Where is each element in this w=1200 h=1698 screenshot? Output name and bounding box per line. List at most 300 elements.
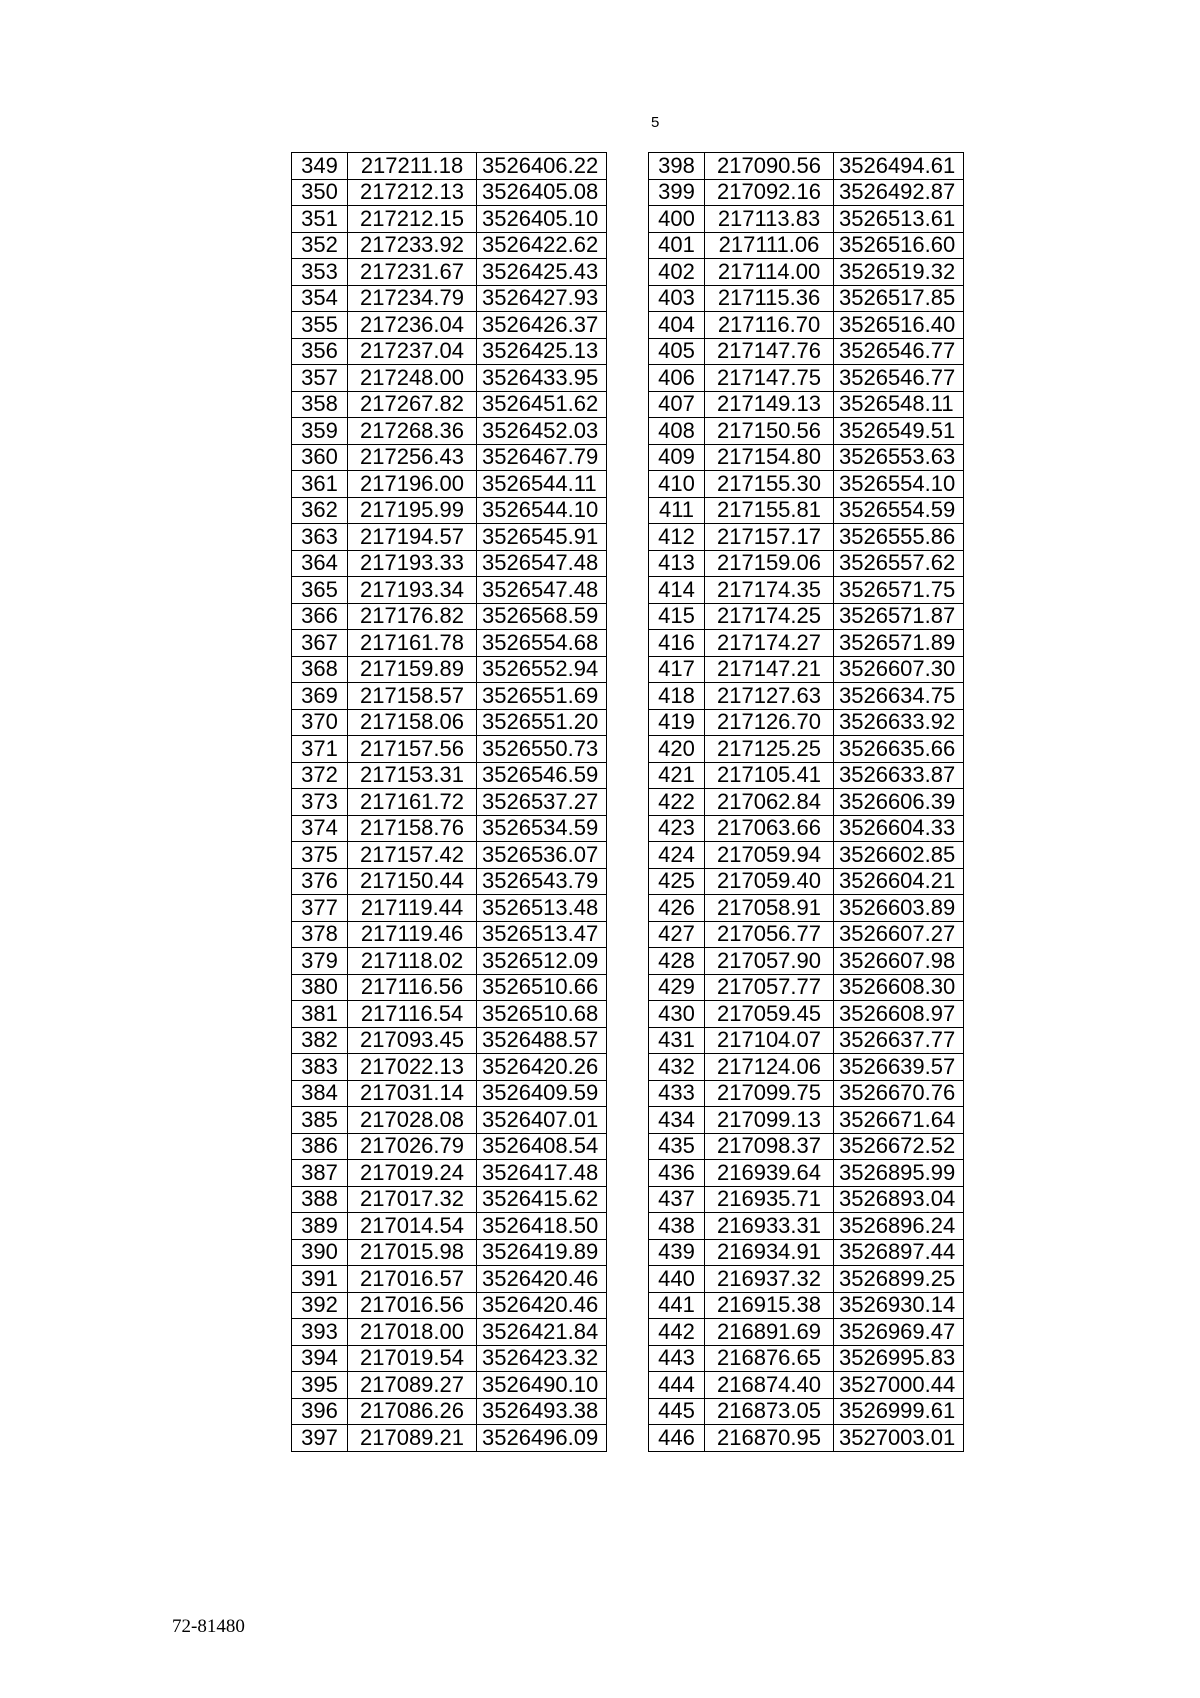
x-coordinate-cell: 216874.40: [705, 1372, 834, 1399]
coordinates-table-right: [648, 152, 964, 1452]
table-row: [649, 656, 964, 683]
y-coordinate-cell: 3526571.75: [834, 577, 964, 604]
y-coordinate-cell: 3526421.84: [477, 1319, 607, 1346]
y-coordinate-cell: 3526554.59: [834, 497, 964, 524]
y-coordinate-cell: 3526607.27: [834, 921, 964, 948]
point-number-cell: 398: [649, 153, 705, 180]
point-number-cell: 440: [649, 1266, 705, 1293]
table-row: [649, 365, 964, 392]
table-row: [292, 1372, 607, 1399]
x-coordinate-cell: 217174.25: [705, 603, 834, 630]
x-coordinate-cell: 217057.77: [705, 974, 834, 1001]
y-coordinate-cell: 3526422.62: [477, 232, 607, 259]
table-row: [649, 524, 964, 551]
y-coordinate-cell: 3526895.99: [834, 1160, 964, 1187]
point-number-cell: 405: [649, 338, 705, 365]
point-number-cell: 428: [649, 948, 705, 975]
x-coordinate-cell: 217194.57: [348, 524, 477, 551]
point-number-cell: 426: [649, 895, 705, 922]
x-coordinate-cell: 217157.56: [348, 736, 477, 763]
table-row: [649, 1425, 964, 1452]
table-row: [292, 1133, 607, 1160]
table-row: [292, 471, 607, 498]
point-number-cell: 429: [649, 974, 705, 1001]
y-coordinate-cell: 3526999.61: [834, 1398, 964, 1425]
y-coordinate-cell: 3526635.66: [834, 736, 964, 763]
point-number-cell: 368: [292, 656, 348, 683]
y-coordinate-cell: 3526896.24: [834, 1213, 964, 1240]
point-number-cell: 349: [292, 153, 348, 180]
y-coordinate-cell: 3526637.77: [834, 1027, 964, 1054]
table-row: [292, 1001, 607, 1028]
point-number-cell: 437: [649, 1186, 705, 1213]
point-number-cell: 419: [649, 709, 705, 736]
point-number-cell: 393: [292, 1319, 348, 1346]
y-coordinate-cell: 3526451.62: [477, 391, 607, 418]
point-number-cell: 417: [649, 656, 705, 683]
x-coordinate-cell: 217057.90: [705, 948, 834, 975]
y-coordinate-cell: 3526607.98: [834, 948, 964, 975]
table-row: [292, 1186, 607, 1213]
x-coordinate-cell: 217089.27: [348, 1372, 477, 1399]
y-coordinate-cell: 3526512.09: [477, 948, 607, 975]
table-row: [292, 365, 607, 392]
x-coordinate-cell: 217014.54: [348, 1213, 477, 1240]
point-number-cell: 443: [649, 1345, 705, 1372]
table-row: [649, 1027, 964, 1054]
table-row: [292, 550, 607, 577]
table-row: [649, 868, 964, 895]
point-number-cell: 434: [649, 1107, 705, 1134]
x-coordinate-cell: 217063.66: [705, 815, 834, 842]
point-number-cell: 357: [292, 365, 348, 392]
point-number-cell: 435: [649, 1133, 705, 1160]
point-number-cell: 424: [649, 842, 705, 869]
x-coordinate-cell: 217174.35: [705, 577, 834, 604]
y-coordinate-cell: 3526995.83: [834, 1345, 964, 1372]
table-row: [649, 1001, 964, 1028]
table-row: [292, 497, 607, 524]
table-row: [292, 948, 607, 975]
y-coordinate-cell: 3527003.01: [834, 1425, 964, 1452]
x-coordinate-cell: 217056.77: [705, 921, 834, 948]
y-coordinate-cell: 3526534.59: [477, 815, 607, 842]
point-number-cell: 420: [649, 736, 705, 763]
y-coordinate-cell: 3526606.39: [834, 789, 964, 816]
table-row: [649, 1319, 964, 1346]
point-number-cell: 446: [649, 1425, 705, 1452]
y-coordinate-cell: 3526604.33: [834, 815, 964, 842]
point-number-cell: 399: [649, 179, 705, 206]
table-row: [292, 1213, 607, 1240]
table-row: [292, 524, 607, 551]
point-number-cell: 442: [649, 1319, 705, 1346]
x-coordinate-cell: 217248.00: [348, 365, 477, 392]
table-row: [292, 259, 607, 286]
table-row: [649, 153, 964, 180]
table-row: [649, 1133, 964, 1160]
x-coordinate-cell: 217022.13: [348, 1054, 477, 1081]
point-number-cell: 410: [649, 471, 705, 498]
point-number-cell: 387: [292, 1160, 348, 1187]
y-coordinate-cell: 3526420.46: [477, 1292, 607, 1319]
y-coordinate-cell: 3526551.69: [477, 683, 607, 710]
point-number-cell: 413: [649, 550, 705, 577]
table-row: [292, 842, 607, 869]
x-coordinate-cell: 217119.44: [348, 895, 477, 922]
x-coordinate-cell: 217119.46: [348, 921, 477, 948]
point-number-cell: 383: [292, 1054, 348, 1081]
x-coordinate-cell: 217017.32: [348, 1186, 477, 1213]
point-number-cell: 386: [292, 1133, 348, 1160]
table-row: [649, 577, 964, 604]
x-coordinate-cell: 217099.13: [705, 1107, 834, 1134]
x-coordinate-cell: 217086.26: [348, 1398, 477, 1425]
point-number-cell: 389: [292, 1213, 348, 1240]
x-coordinate-cell: 217018.00: [348, 1319, 477, 1346]
y-coordinate-cell: 3526893.04: [834, 1186, 964, 1213]
x-coordinate-cell: 217147.76: [705, 338, 834, 365]
point-number-cell: 375: [292, 842, 348, 869]
point-number-cell: 409: [649, 444, 705, 471]
point-number-cell: 401: [649, 232, 705, 259]
table-row: [292, 1266, 607, 1293]
point-number-cell: 356: [292, 338, 348, 365]
y-coordinate-cell: 3526537.27: [477, 789, 607, 816]
table-row: [649, 312, 964, 339]
y-coordinate-cell: 3526513.47: [477, 921, 607, 948]
point-number-cell: 392: [292, 1292, 348, 1319]
y-coordinate-cell: 3526510.66: [477, 974, 607, 1001]
x-coordinate-cell: 217104.07: [705, 1027, 834, 1054]
table-row: [649, 550, 964, 577]
x-coordinate-cell: 217267.82: [348, 391, 477, 418]
x-coordinate-cell: 217116.56: [348, 974, 477, 1001]
table-row: [649, 1080, 964, 1107]
x-coordinate-cell: 217176.82: [348, 603, 477, 630]
point-number-cell: 427: [649, 921, 705, 948]
table-row: [292, 444, 607, 471]
x-coordinate-cell: 217118.02: [348, 948, 477, 975]
table-row: [649, 630, 964, 657]
table-row: [649, 974, 964, 1001]
x-coordinate-cell: 217105.41: [705, 762, 834, 789]
x-coordinate-cell: 217058.91: [705, 895, 834, 922]
table-row: [649, 1160, 964, 1187]
table-row: [649, 232, 964, 259]
y-coordinate-cell: 3526633.92: [834, 709, 964, 736]
x-coordinate-cell: 217158.06: [348, 709, 477, 736]
table-row: [649, 683, 964, 710]
x-coordinate-cell: 216873.05: [705, 1398, 834, 1425]
x-coordinate-cell: 217062.84: [705, 789, 834, 816]
y-coordinate-cell: 3526426.37: [477, 312, 607, 339]
y-coordinate-cell: 3526568.59: [477, 603, 607, 630]
y-coordinate-cell: 3526425.13: [477, 338, 607, 365]
x-coordinate-cell: 217193.33: [348, 550, 477, 577]
y-coordinate-cell: 3526550.73: [477, 736, 607, 763]
table-row: [649, 603, 964, 630]
point-number-cell: 408: [649, 418, 705, 445]
table-row: [292, 338, 607, 365]
y-coordinate-cell: 3526513.48: [477, 895, 607, 922]
x-coordinate-cell: 217157.42: [348, 842, 477, 869]
x-coordinate-cell: 217099.75: [705, 1080, 834, 1107]
x-coordinate-cell: 216934.91: [705, 1239, 834, 1266]
y-coordinate-cell: 3526546.59: [477, 762, 607, 789]
y-coordinate-cell: 3526496.09: [477, 1425, 607, 1452]
table-row: [649, 1292, 964, 1319]
table-row: [649, 1239, 964, 1266]
point-number-cell: 396: [292, 1398, 348, 1425]
point-number-cell: 352: [292, 232, 348, 259]
table-row: [649, 762, 964, 789]
x-coordinate-cell: 216876.65: [705, 1345, 834, 1372]
x-coordinate-cell: 217174.27: [705, 630, 834, 657]
point-number-cell: 441: [649, 1292, 705, 1319]
table-row: [292, 815, 607, 842]
y-coordinate-cell: 3526547.48: [477, 577, 607, 604]
x-coordinate-cell: 217019.54: [348, 1345, 477, 1372]
x-coordinate-cell: 217268.36: [348, 418, 477, 445]
point-number-cell: 407: [649, 391, 705, 418]
x-coordinate-cell: 217212.13: [348, 179, 477, 206]
x-coordinate-cell: 216891.69: [705, 1319, 834, 1346]
x-coordinate-cell: 217150.44: [348, 868, 477, 895]
x-coordinate-cell: 217231.67: [348, 259, 477, 286]
y-coordinate-cell: 3526418.50: [477, 1213, 607, 1240]
y-coordinate-cell: 3526409.59: [477, 1080, 607, 1107]
y-coordinate-cell: 3526516.40: [834, 312, 964, 339]
point-number-cell: 421: [649, 762, 705, 789]
x-coordinate-cell: 217124.06: [705, 1054, 834, 1081]
x-coordinate-cell: 217149.13: [705, 391, 834, 418]
table-row: [292, 736, 607, 763]
point-number-cell: 371: [292, 736, 348, 763]
x-coordinate-cell: 217059.40: [705, 868, 834, 895]
x-coordinate-cell: 216937.32: [705, 1266, 834, 1293]
x-coordinate-cell: 217153.31: [348, 762, 477, 789]
y-coordinate-cell: 3526930.14: [834, 1292, 964, 1319]
table-row: [649, 1266, 964, 1293]
point-number-cell: 425: [649, 868, 705, 895]
x-coordinate-cell: 217016.56: [348, 1292, 477, 1319]
table-row: [292, 630, 607, 657]
y-coordinate-cell: 3526519.32: [834, 259, 964, 286]
table-row: [649, 1398, 964, 1425]
y-coordinate-cell: 3526571.87: [834, 603, 964, 630]
point-number-cell: 382: [292, 1027, 348, 1054]
table-row: [292, 1080, 607, 1107]
y-coordinate-cell: 3526513.61: [834, 206, 964, 233]
table-row: [649, 206, 964, 233]
y-coordinate-cell: 3526608.30: [834, 974, 964, 1001]
point-number-cell: 390: [292, 1239, 348, 1266]
point-number-cell: 445: [649, 1398, 705, 1425]
table-row: [292, 789, 607, 816]
table-row: [292, 683, 607, 710]
point-number-cell: 415: [649, 603, 705, 630]
point-number-cell: 444: [649, 1372, 705, 1399]
table-row: [292, 1107, 607, 1134]
x-coordinate-cell: 217016.57: [348, 1266, 477, 1293]
table-row: [649, 709, 964, 736]
table-row: [292, 179, 607, 206]
point-number-cell: 422: [649, 789, 705, 816]
table-row: [292, 1054, 607, 1081]
x-coordinate-cell: 217155.30: [705, 471, 834, 498]
x-coordinate-cell: 217212.15: [348, 206, 477, 233]
y-coordinate-cell: 3526510.68: [477, 1001, 607, 1028]
y-coordinate-cell: 3526602.85: [834, 842, 964, 869]
table-row: [292, 603, 607, 630]
point-number-cell: 351: [292, 206, 348, 233]
y-coordinate-cell: 3526493.38: [477, 1398, 607, 1425]
point-number-cell: 402: [649, 259, 705, 286]
x-coordinate-cell: 217161.72: [348, 789, 477, 816]
y-coordinate-cell: 3526554.10: [834, 471, 964, 498]
y-coordinate-cell: 3526607.30: [834, 656, 964, 683]
table-row: [649, 1213, 964, 1240]
table-row: [649, 391, 964, 418]
point-number-cell: 388: [292, 1186, 348, 1213]
point-number-cell: 433: [649, 1080, 705, 1107]
point-number-cell: 379: [292, 948, 348, 975]
x-coordinate-cell: 217211.18: [348, 153, 477, 180]
point-number-cell: 385: [292, 1107, 348, 1134]
x-coordinate-cell: 217159.06: [705, 550, 834, 577]
y-coordinate-cell: 3526555.86: [834, 524, 964, 551]
table-row: [649, 815, 964, 842]
point-number-cell: 381: [292, 1001, 348, 1028]
y-coordinate-cell: 3526546.77: [834, 365, 964, 392]
x-coordinate-cell: 217116.54: [348, 1001, 477, 1028]
table-row: [649, 418, 964, 445]
x-coordinate-cell: 216935.71: [705, 1186, 834, 1213]
y-coordinate-cell: 3526549.51: [834, 418, 964, 445]
point-number-cell: 380: [292, 974, 348, 1001]
y-coordinate-cell: 3526546.77: [834, 338, 964, 365]
table-row: [649, 1345, 964, 1372]
table-row: [292, 1292, 607, 1319]
table-row: [292, 577, 607, 604]
y-coordinate-cell: 3526488.57: [477, 1027, 607, 1054]
y-coordinate-cell: 3526670.76: [834, 1080, 964, 1107]
point-number-cell: 394: [292, 1345, 348, 1372]
x-coordinate-cell: 217158.57: [348, 683, 477, 710]
x-coordinate-cell: 217092.16: [705, 179, 834, 206]
x-coordinate-cell: 217161.78: [348, 630, 477, 657]
table-row: [292, 709, 607, 736]
point-number-cell: 360: [292, 444, 348, 471]
y-coordinate-cell: 3526543.79: [477, 868, 607, 895]
table-row: [649, 1107, 964, 1134]
table-row: [649, 1186, 964, 1213]
point-number-cell: 374: [292, 815, 348, 842]
y-coordinate-cell: 3526608.97: [834, 1001, 964, 1028]
point-number-cell: 362: [292, 497, 348, 524]
point-number-cell: 350: [292, 179, 348, 206]
x-coordinate-cell: 217147.75: [705, 365, 834, 392]
y-coordinate-cell: 3526516.60: [834, 232, 964, 259]
point-number-cell: 431: [649, 1027, 705, 1054]
point-number-cell: 400: [649, 206, 705, 233]
point-number-cell: 384: [292, 1080, 348, 1107]
table-row: [292, 895, 607, 922]
y-coordinate-cell: 3526671.64: [834, 1107, 964, 1134]
y-coordinate-cell: 3526415.62: [477, 1186, 607, 1213]
x-coordinate-cell: 217113.83: [705, 206, 834, 233]
table-row: [649, 948, 964, 975]
y-coordinate-cell: 3526408.54: [477, 1133, 607, 1160]
x-coordinate-cell: 217031.14: [348, 1080, 477, 1107]
table-row: [292, 1027, 607, 1054]
table-row: [292, 418, 607, 445]
x-coordinate-cell: 217157.17: [705, 524, 834, 551]
table-row: [292, 1319, 607, 1346]
y-coordinate-cell: 3526672.52: [834, 1133, 964, 1160]
y-coordinate-cell: 3526571.89: [834, 630, 964, 657]
x-coordinate-cell: 217125.25: [705, 736, 834, 763]
point-number-cell: 430: [649, 1001, 705, 1028]
x-coordinate-cell: 216870.95: [705, 1425, 834, 1452]
x-coordinate-cell: 217127.63: [705, 683, 834, 710]
table-row: [649, 471, 964, 498]
y-coordinate-cell: 3526405.08: [477, 179, 607, 206]
y-coordinate-cell: 3526897.44: [834, 1239, 964, 1266]
table-row: [649, 842, 964, 869]
y-coordinate-cell: 3526433.95: [477, 365, 607, 392]
point-number-cell: 418: [649, 683, 705, 710]
point-number-cell: 414: [649, 577, 705, 604]
x-coordinate-cell: 217093.45: [348, 1027, 477, 1054]
y-coordinate-cell: 3526552.94: [477, 656, 607, 683]
y-coordinate-cell: 3526492.87: [834, 179, 964, 206]
table-row: [649, 179, 964, 206]
table-row: [292, 391, 607, 418]
point-number-cell: 355: [292, 312, 348, 339]
x-coordinate-cell: 217256.43: [348, 444, 477, 471]
y-coordinate-cell: 3526406.22: [477, 153, 607, 180]
table-row: [292, 1239, 607, 1266]
y-coordinate-cell: 3526899.25: [834, 1266, 964, 1293]
x-coordinate-cell: 217147.21: [705, 656, 834, 683]
y-coordinate-cell: 3526639.57: [834, 1054, 964, 1081]
point-number-cell: 403: [649, 285, 705, 312]
table-row: [649, 444, 964, 471]
x-coordinate-cell: 217154.80: [705, 444, 834, 471]
x-coordinate-cell: 217019.24: [348, 1160, 477, 1187]
table-row: [649, 497, 964, 524]
page-number: 5: [651, 114, 660, 131]
point-number-cell: 372: [292, 762, 348, 789]
point-number-cell: 369: [292, 683, 348, 710]
point-number-cell: 354: [292, 285, 348, 312]
y-coordinate-cell: 3526427.93: [477, 285, 607, 312]
point-number-cell: 361: [292, 471, 348, 498]
x-coordinate-cell: 217111.06: [705, 232, 834, 259]
y-coordinate-cell: 3526417.48: [477, 1160, 607, 1187]
x-coordinate-cell: 217234.79: [348, 285, 477, 312]
point-number-cell: 359: [292, 418, 348, 445]
table-row: [292, 206, 607, 233]
table-row: [649, 259, 964, 286]
x-coordinate-cell: 216915.38: [705, 1292, 834, 1319]
y-coordinate-cell: 3526494.61: [834, 153, 964, 180]
table-row: [649, 789, 964, 816]
coordinates-table-left: [291, 152, 607, 1452]
y-coordinate-cell: 3526553.63: [834, 444, 964, 471]
